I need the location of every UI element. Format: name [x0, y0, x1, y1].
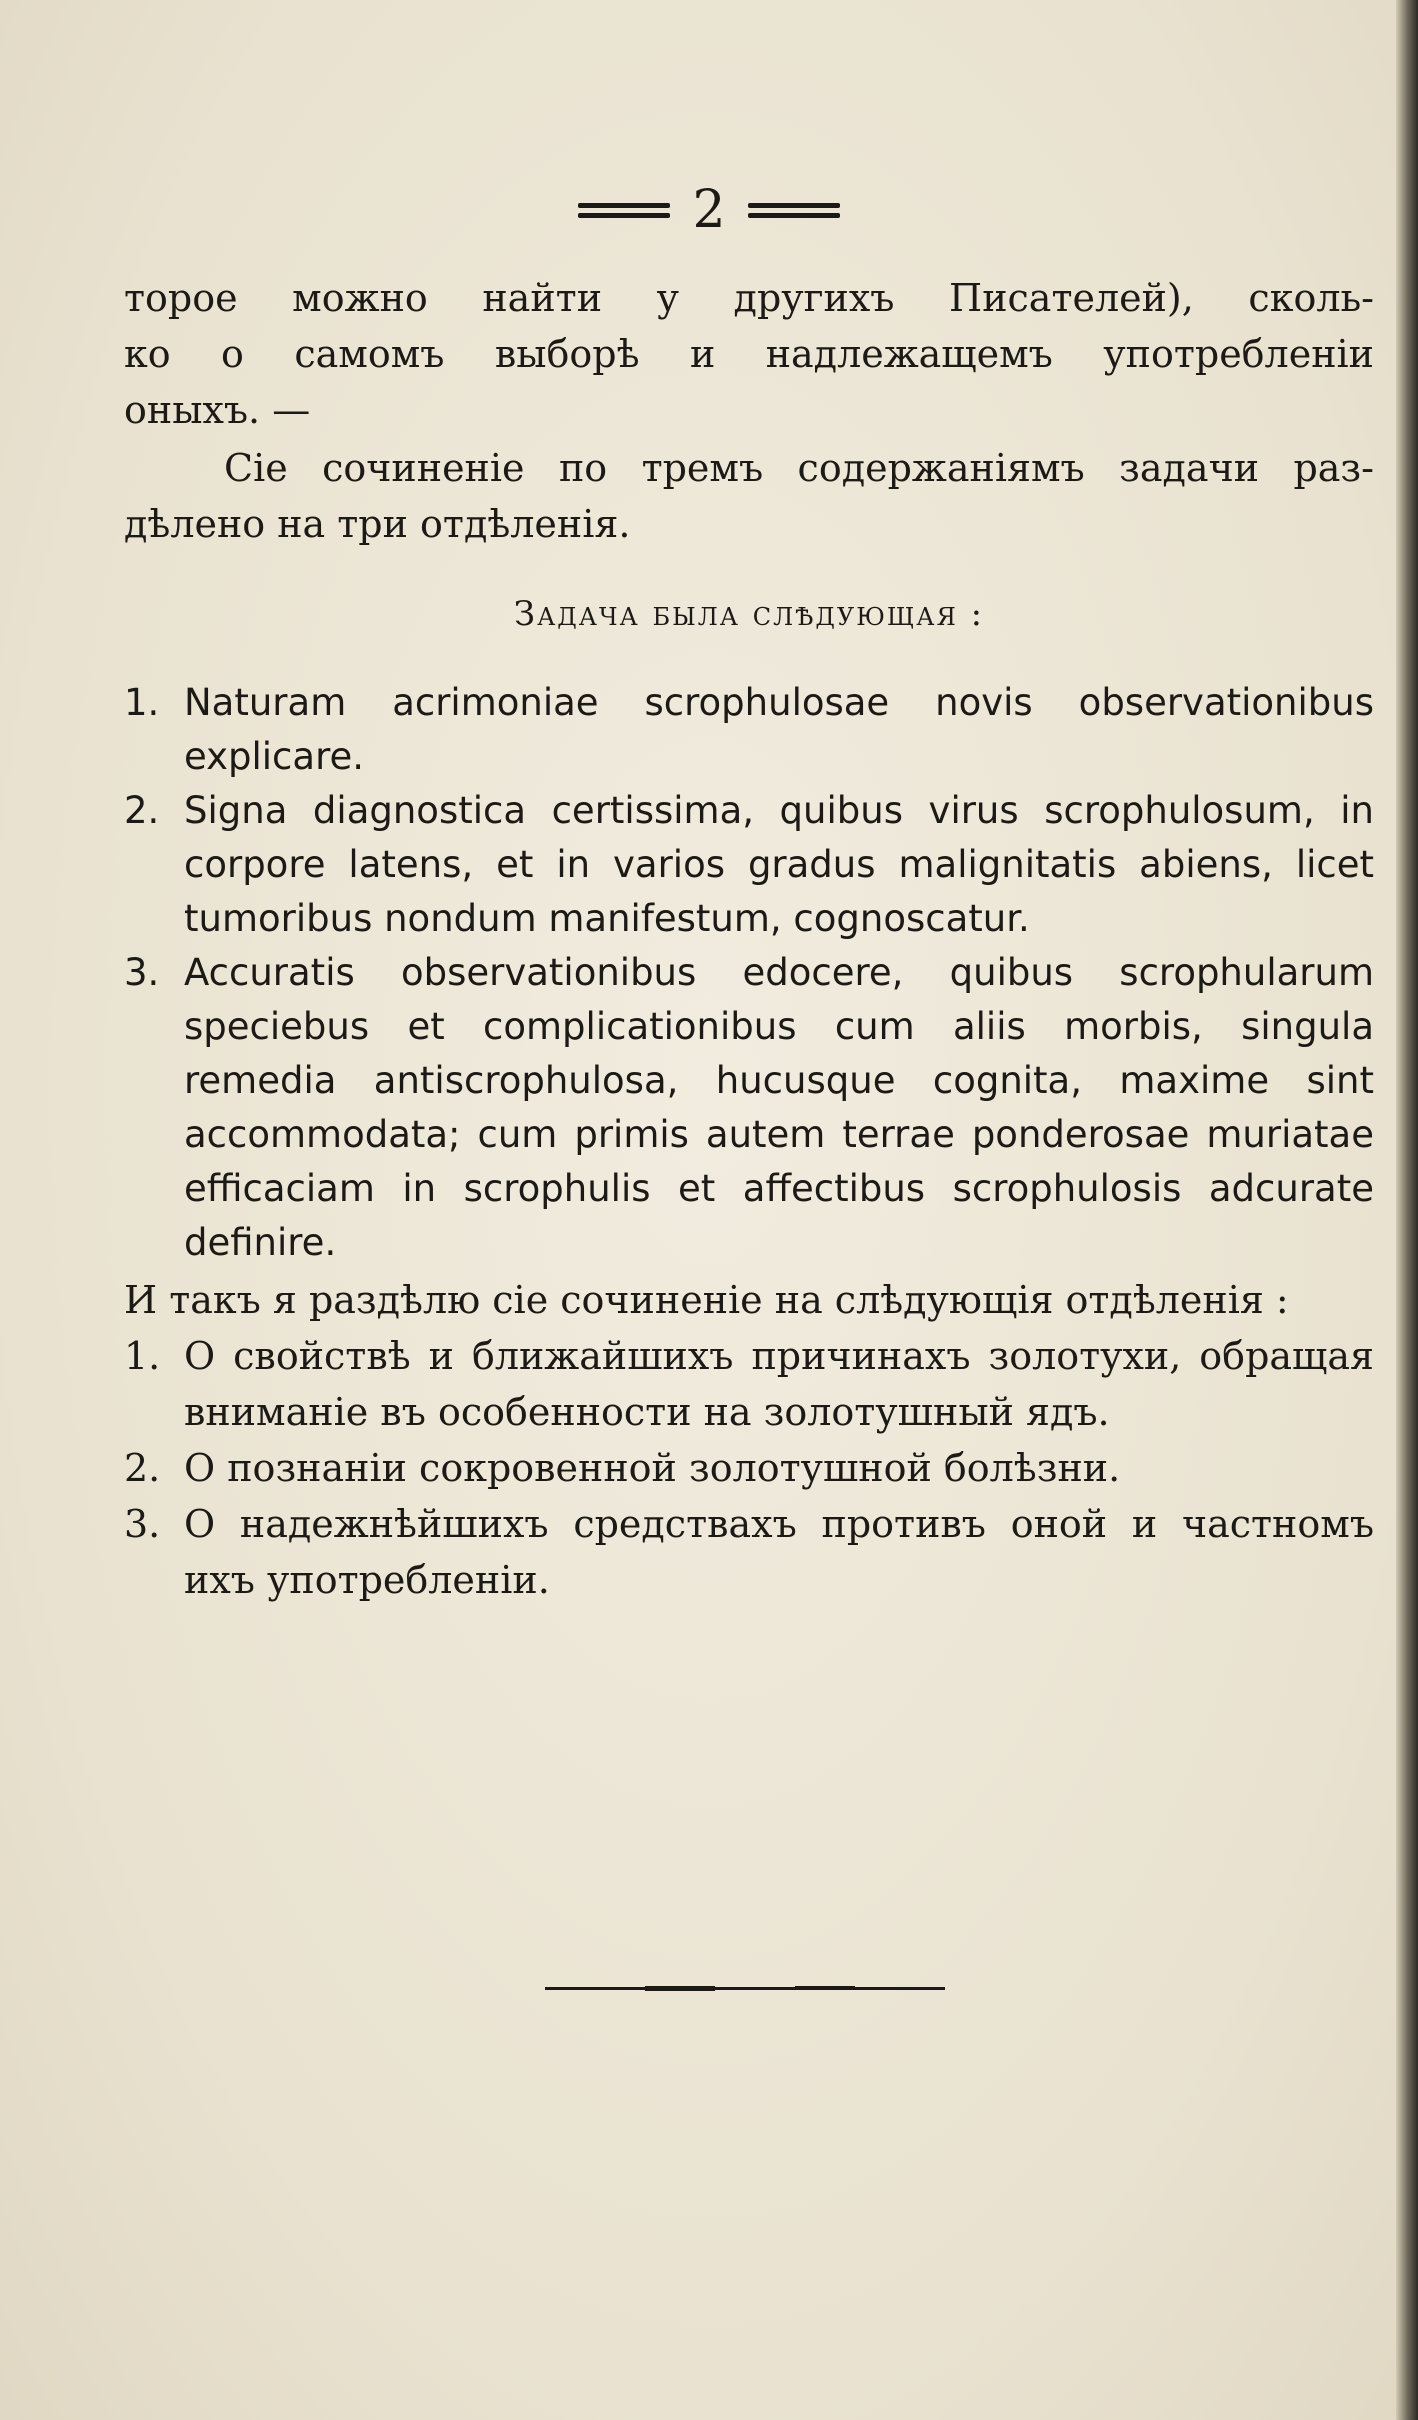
list-item	[124, 1496, 1374, 1608]
text-line: ко о самомъ выборѣ и надлежащемъ употребленіи	[124, 332, 1374, 376]
list-item	[124, 1440, 1374, 1496]
item-number: 1.	[124, 1334, 161, 1378]
header-rule-left	[578, 203, 670, 218]
list-item	[124, 946, 1374, 1270]
text-line: Сіе сочиненіе по тремъ содержаніямъ задачи раз-	[224, 446, 1374, 490]
text-line: оныхъ. —	[124, 388, 311, 432]
item-text: Naturam acrimoniae scrophulosae novis observationibus explicare.	[184, 681, 1374, 778]
section-list	[124, 1328, 1374, 1608]
item-text: Accuratis observationibus edocere, quibus scrophularum speciebus et complicationibus cum aliis morbis, singula remedia antiscrophulosa, hucusque cognita, maxime sint accommodata; cum primis autem terrae ponderosae muriatae efficaciam in scrophulis et affectibus scrophulosis adcurate definire.	[184, 951, 1374, 1264]
page-number: 2	[692, 180, 726, 240]
text-line: дѣлено на три отдѣленія.	[124, 502, 631, 546]
item-text: О свойствѣ и ближайшихъ причинахъ золотухи, обращая вниманіе въ особенности на золотушный ядъ.	[184, 1334, 1374, 1434]
item-number: 3.	[124, 951, 160, 994]
item-number: 3.	[124, 1502, 161, 1546]
item-number: 2.	[124, 1446, 161, 1490]
intro-line: И такъ я раздѣлю сіе сочиненіе на слѣдующія отдѣленія :	[124, 1278, 1289, 1322]
item-number: 1.	[124, 681, 160, 724]
page-body	[124, 270, 1374, 1608]
list-item	[124, 784, 1374, 946]
item-text: Signa diagnostica certissima, quibus virus scrophulosum, in corpore latens, et in varios gradus malignitatis abiens, licet tumoribus nondum manifestum, cognoscatur.	[184, 789, 1374, 940]
header-rule-right	[748, 203, 840, 218]
latin-task-list	[124, 676, 1374, 1270]
text-line: торое можно найти у другихъ Писателей), сколь-	[124, 276, 1374, 320]
book-spine-edge	[1396, 0, 1418, 2420]
page-header	[0, 180, 1418, 240]
list-item	[124, 1328, 1374, 1440]
item-text: О познаніи сокровенной золотушной болѣзни.	[184, 1446, 1121, 1490]
paragraph-continuation	[124, 270, 1374, 438]
item-text: О надежнѣйшихъ средствахъ противъ оной и частномъ ихъ употребленіи.	[184, 1502, 1374, 1602]
end-ornament-rule	[545, 1985, 945, 1991]
paragraph-division	[124, 440, 1374, 552]
section-heading: Задача была слѣдующая :	[513, 594, 985, 634]
item-number: 2.	[124, 789, 160, 832]
list-item	[124, 676, 1374, 784]
